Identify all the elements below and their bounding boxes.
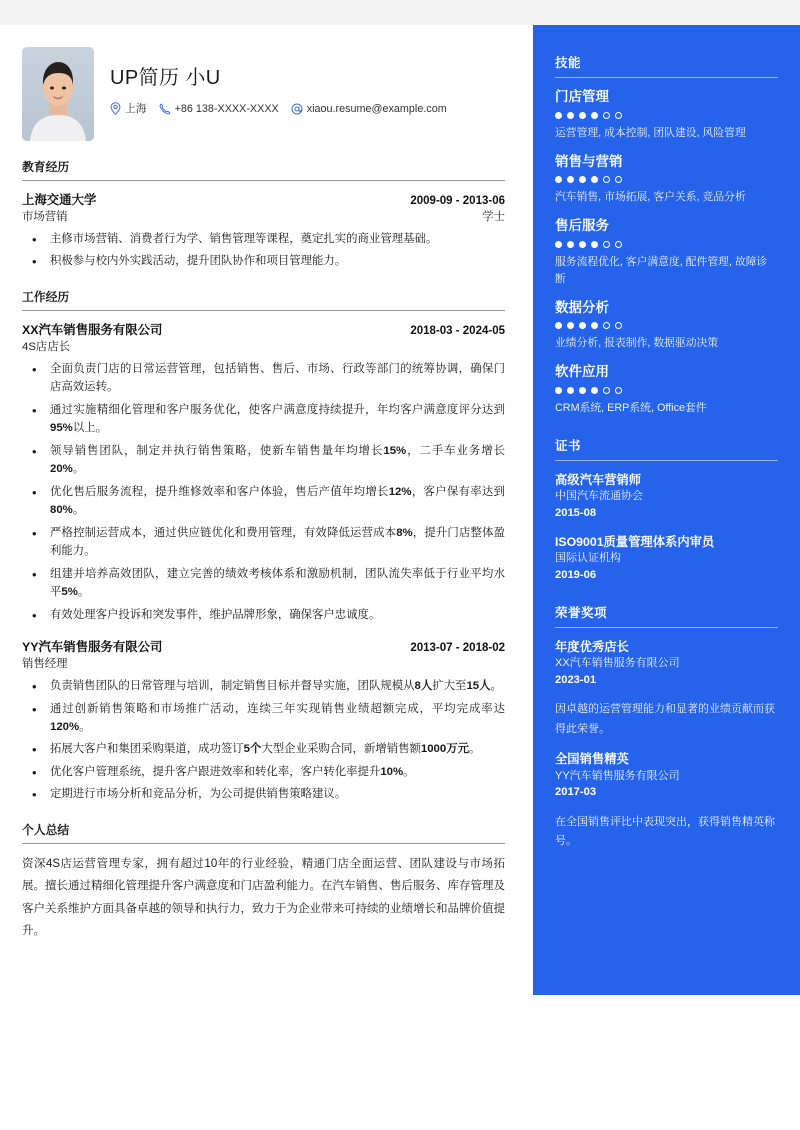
education-bullets [22, 230, 505, 271]
certificate-date: 2015-08 [555, 506, 597, 519]
skill-rating [555, 112, 778, 119]
rating-dot-filled [579, 322, 586, 329]
rating-dot-empty [603, 387, 610, 394]
sidebar-section-skills [555, 53, 778, 417]
rating-dot-filled [555, 112, 562, 119]
rating-dot-filled [567, 322, 574, 329]
page-top-margin [0, 0, 800, 25]
award-description: 在全国销售评比中表现突出，获得销售精英称号。 [555, 815, 775, 848]
list-item: • 组建并培养高效团队，建立完善的绩效考核体系和激励机制，团队流失率低于行业平均水平5%。 [22, 565, 505, 602]
sidebar-title-certificates: 证书 [555, 436, 778, 461]
sidebar-title-awards: 荣誉奖项 [555, 603, 778, 628]
list-item: • 定期进行市场分析和竞品分析，为公司提供销售策略建议。 [22, 785, 505, 803]
award-org: XX汽车销售服务有限公司 [555, 657, 680, 670]
rating-dot-filled [579, 176, 586, 183]
education-row-major [22, 208, 505, 224]
contact-location-value: 上海 [125, 103, 147, 115]
section-title-work: 工作经历 [22, 288, 505, 311]
education-degree: 学士 [482, 211, 505, 223]
section-education [22, 158, 505, 271]
certificate-date: 2019-06 [555, 568, 597, 581]
rating-dot-empty [615, 387, 622, 394]
award-org: YY汽车销售服务有限公司 [555, 769, 680, 782]
rating-dot-filled [567, 241, 574, 248]
skill-item [555, 300, 778, 353]
list-item: • 全面负责门店的日常运营管理，包括销售、售后、市场、行政等部门的统筹协调，确保门店高效运转。 [22, 360, 505, 397]
contact-phone-value: +86 138-XXXX-XXXX [174, 102, 279, 115]
section-summary [22, 821, 505, 943]
rating-dot-filled [579, 387, 586, 394]
rating-dot-filled [591, 241, 598, 248]
skill-item [555, 89, 778, 142]
rating-dot-filled [555, 176, 562, 183]
work-role: 销售经理 [22, 658, 68, 671]
page-title: UP简历 小U [110, 67, 221, 89]
skill-name: 售后服务 [555, 218, 609, 234]
avatar [22, 47, 94, 141]
skill-item [555, 154, 778, 207]
portrait-photo-icon [22, 47, 94, 141]
award-name: 全国销售精英 [555, 751, 629, 766]
rating-dot-empty [615, 322, 622, 329]
phone-icon [159, 103, 171, 115]
sidebar-section-certificates [555, 436, 778, 584]
main-column [0, 25, 533, 943]
rating-dot-filled [555, 322, 562, 329]
work-bullets [22, 677, 505, 804]
award-item [555, 751, 778, 851]
work-entry [22, 320, 505, 624]
sidebar-title-skills: 技能 [555, 53, 778, 78]
work-company: XX汽车销售服务有限公司 [22, 322, 163, 337]
contact-email [291, 103, 447, 115]
skill-keywords: 汽车销售, 市场拓展, 客户关系, 竞品分析 [555, 191, 746, 204]
rating-dot-empty [603, 322, 610, 329]
list-item: • 有效处理客户投诉和突发事件，维护品牌形象，确保客户忠诚度。 [22, 606, 505, 624]
education-entry [22, 190, 505, 271]
education-date: 2009-09 - 2013-06 [410, 195, 505, 207]
location-pin-icon [110, 102, 121, 115]
list-item: • 领导销售团队，制定并执行销售策略，使新车销售量年均增长15%，二手车业务增长20%。 [22, 442, 505, 479]
skill-keywords: 服务流程优化, 客户满意度, 配件管理, 故障诊断 [555, 256, 768, 285]
rating-dot-filled [567, 112, 574, 119]
summary-text: 资深4S店运营管理专家，拥有超过10年的行业经验，精通门店全面运营、团队建设与市场拓展。擅长通过精细化管理提升客户满意度和门店盈利能力。在汽车销售、售后服务、库存管理及客户关系维护方面具备卓越的领导和执行力，致力于为企业带来可持续的业绩增长和品牌价值提升。 [22, 857, 505, 938]
rating-dot-empty [603, 112, 610, 119]
rating-dot-filled [567, 387, 574, 394]
rating-dot-filled [591, 176, 598, 183]
rating-dot-filled [579, 112, 586, 119]
email-at-icon [291, 103, 303, 115]
contact-email-value: xiaou.resume@example.com [306, 102, 447, 115]
education-row-school [22, 190, 505, 208]
skill-keywords: CRM系统, ERP系统, Office套件 [555, 402, 707, 415]
list-item: • 严格控制运营成本，通过供应链优化和费用管理，有效降低运营成本8%，提升门店整体盈利能力。 [22, 524, 505, 561]
work-role: 4S店店长 [22, 340, 71, 353]
award-date: 2023-01 [555, 673, 597, 686]
rating-dot-filled [579, 241, 586, 248]
award-item [555, 639, 778, 739]
section-work [22, 288, 505, 804]
list-item: • 通过创新销售策略和市场推广活动，连续三年实现销售业绩超额完成，平均完成率达120%。 [22, 700, 505, 737]
skill-rating [555, 241, 778, 248]
work-bullets [22, 360, 505, 624]
list-item: • 优化售后服务流程，提升维修效率和客户体验，售后产值年均增长12%，客户保有率达到80%。 [22, 483, 505, 520]
skill-name: 门店管理 [555, 89, 609, 104]
certificate-name: ISO9001质量管理体系内审员 [555, 534, 715, 549]
award-name: 年度优秀店长 [555, 639, 629, 654]
certificate-org: 国际认证机构 [555, 552, 621, 565]
rating-dot-empty [603, 241, 610, 248]
work-entry [22, 637, 505, 804]
sidebar [533, 25, 800, 995]
certificate-org: 中国汽车流通协会 [555, 490, 643, 503]
rating-dot-filled [567, 176, 574, 183]
skill-keywords: 运营管理, 成本控制, 团队建设, 风险管理 [555, 126, 746, 139]
certificate-item [555, 472, 778, 522]
sidebar-section-awards [555, 603, 778, 852]
skill-rating [555, 387, 778, 394]
skill-item [555, 364, 778, 417]
certificate-item [555, 534, 778, 584]
rating-dot-filled [591, 322, 598, 329]
list-item: • 通过实施精细化管理和客户服务优化，使客户满意度持续提升，年均客户满意度评分达到95%以上。 [22, 401, 505, 438]
list-item: • 主修市场营销、消费者行为学、销售管理等课程，奠定扎实的商业管理基础。 [22, 230, 505, 248]
list-item: • 拓展大客户和集团采购渠道，成功签订5个大型企业采购合同，新增销售额1000万元。 [22, 740, 505, 758]
rating-dot-empty [603, 176, 610, 183]
skill-name: 数据分析 [555, 299, 609, 315]
rating-dot-filled [591, 387, 598, 394]
section-title-summary: 个人总结 [22, 821, 505, 844]
rating-dot-filled [555, 241, 562, 248]
contact-location [110, 101, 147, 116]
profile-header [22, 47, 505, 141]
skill-name: 软件应用 [555, 364, 609, 380]
work-date: 2013-07 - 2018-02 [410, 642, 505, 655]
education-school: 上海交通大学 [22, 193, 97, 207]
skill-item [555, 218, 778, 287]
list-item: • 积极参与校内外实践活动，提升团队协作和项目管理能力。 [22, 252, 505, 270]
list-item: • 负责销售团队的日常管理与培训，制定销售目标并督导实施，团队规模从8人扩大至15人。 [22, 677, 505, 695]
contact-list [110, 101, 453, 116]
certificate-name: 高级汽车营销师 [555, 472, 642, 487]
work-date: 2018-03 - 2024-05 [410, 324, 505, 337]
skill-name: 销售与营销 [555, 153, 623, 169]
rating-dot-filled [555, 387, 562, 394]
work-row-company [22, 637, 505, 655]
rating-dot-empty [615, 112, 622, 119]
work-company: YY汽车销售服务有限公司 [22, 640, 163, 655]
rating-dot-filled [591, 112, 598, 119]
skill-rating [555, 322, 778, 329]
award-description: 因卓越的运营管理能力和显著的业绩贡献而获得此荣誉。 [555, 703, 775, 735]
contact-phone [159, 103, 279, 115]
profile-text [110, 47, 453, 116]
award-date: 2017-03 [555, 786, 597, 799]
section-title-education: 教育经历 [22, 158, 505, 181]
rating-dot-empty [615, 241, 622, 248]
education-major: 市场营销 [22, 211, 68, 223]
skill-rating [555, 176, 778, 183]
work-row-company [22, 320, 505, 338]
skill-keywords: 业绩分析, 报表制作, 数据驱动决策 [555, 337, 719, 350]
list-item: • 优化客户管理系统，提升客户跟进效率和转化率，客户转化率提升10%。 [22, 763, 505, 781]
rating-dot-empty [615, 176, 622, 183]
